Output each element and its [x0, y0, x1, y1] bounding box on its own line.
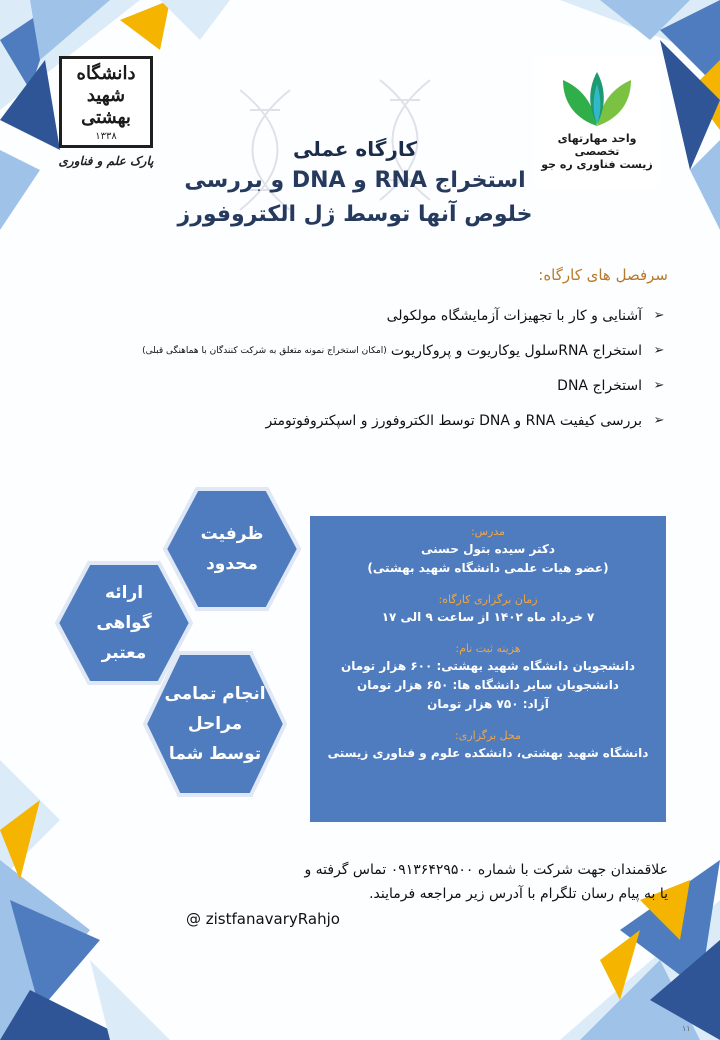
workshop-title-line3: خلوص آنها توسط ژل الکتروفورز: [177, 202, 533, 227]
leaves-icon: [559, 70, 635, 128]
certificate-line: گواهی: [96, 613, 152, 633]
contact-line1: علاقمندان جهت شرکت با شماره ۰۹۱۳۶۴۲۹۵۰۰ تماس گرفته و: [304, 862, 668, 878]
page-number: ۱۱: [682, 1024, 691, 1033]
topic-text: بررسی کیفیت RNA و DNA توسط الکتروفورز و اسپکتروفوتومتر: [265, 412, 642, 429]
list-item: [48, 368, 668, 403]
university-logo-caption: پارک علم و فناوری: [58, 154, 154, 168]
arrow-bullet-icon: ➢: [653, 378, 665, 393]
certificate-line: ارائه: [104, 583, 144, 603]
steps-line: مراحل: [187, 714, 243, 734]
list-item: [48, 403, 668, 438]
topics-heading: سرفصل های کارگاه:: [538, 266, 668, 284]
instructor-label: مدرس:: [470, 525, 506, 538]
fee-sbu: دانشجویان دانشگاه شهید بهشتی: ۶۰۰ هزار تومان: [340, 659, 636, 673]
contact-text: [148, 858, 668, 906]
certificate-line: معتبر: [101, 643, 147, 663]
info-box: [310, 516, 666, 822]
topics-list: [48, 298, 668, 438]
unit-logo-subtitle: زیست فناوری ره جو: [541, 158, 653, 171]
steps-line: انجام تمامی: [164, 684, 266, 704]
fee-label: هزینه ثبت نام:: [455, 642, 521, 655]
venue-label: محل برگزاری:: [455, 729, 521, 742]
unit-logo-title: واحد مهارتهای تخصصی: [557, 132, 637, 158]
university-seal: [59, 56, 153, 148]
steps-line: توسط شما: [168, 744, 262, 764]
university-seal-line: بهشتی: [81, 106, 131, 128]
topic-text: آشنایی و کار با تجهیزات آزمایشگاه مولکولی: [386, 307, 642, 324]
arrow-bullet-icon: ➢: [653, 343, 665, 358]
arrow-bullet-icon: ➢: [653, 308, 665, 323]
time-label: زمان برگزاری کارگاه:: [438, 593, 538, 606]
venue-value: دانشگاه شهید بهشتی، دانشکده علوم و فناوری زیستی: [327, 746, 649, 760]
capacity-line: ظرفیت: [200, 524, 264, 544]
fee-other: دانشجویان سایر دانشگاه ها: ۶۵۰ هزار تومان: [357, 678, 619, 692]
steps-hexagon: [142, 650, 288, 798]
list-item: [48, 333, 668, 368]
workshop-title: [150, 134, 560, 232]
arrow-bullet-icon: ➢: [653, 413, 665, 428]
telegram-handle: @ zistfanavaryRahjo: [186, 910, 340, 928]
list-item: [48, 298, 668, 333]
workshop-title-line1: کارگاه عملی: [292, 137, 418, 161]
instructor-affiliation: (عضو هیات علمی دانشگاه شهید بهشتی): [367, 561, 609, 575]
topic-note: (امکان استخراج نمونه متعلق به شرکت کنندگان با هماهنگی قبلی): [142, 345, 387, 356]
topic-text: استخراج RNAسلول یوکاریوت و پروکاریوت: [390, 342, 642, 359]
fee-free: آزاد: ۷۵۰ هزار تومان: [427, 697, 549, 711]
workshop-title-line2: استخراج RNA و DNA و بررسی: [184, 168, 526, 193]
time-value: ۷ خرداد ماه ۱۴۰۲ از ساعت ۹ الی ۱۷: [381, 610, 595, 624]
instructor-name: دکتر سیده بتول حسنی: [421, 542, 555, 556]
university-seal-line: دانشگاه: [76, 62, 136, 84]
contact-line2: یا به پیام رسان تلگرام با آدرس زیر مراجعه فرمایند.: [369, 886, 668, 902]
university-seal-line: شهید: [86, 84, 126, 106]
capacity-line: محدود: [206, 554, 258, 574]
topic-text: استخراج DNA: [557, 377, 642, 394]
university-logo: [58, 56, 154, 188]
university-seal-year: ۱۳۳۸: [95, 130, 117, 142]
